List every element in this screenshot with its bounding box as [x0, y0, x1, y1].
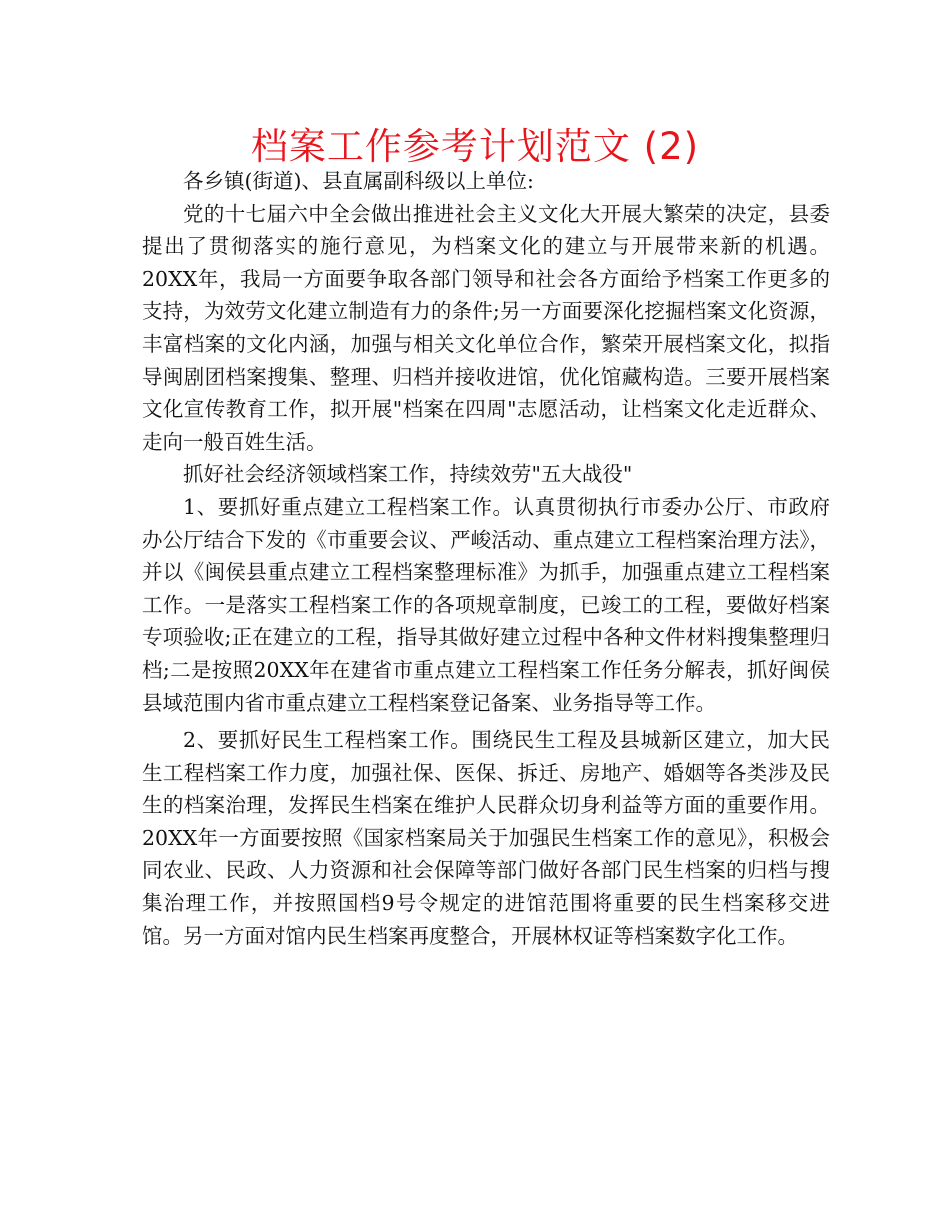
document-body	[142, 165, 830, 952]
item-1-paragraph: 1、要抓好重点建立工程档案工作。认真贯彻执行市委办公厅、市政府办公厅结合下发的《市重要会议、严峻活动、重点建立工程档案治理方法》，并以《闽侯县重点建立工程档案整理标准》为抓手，加强重点建立工程档案工作。一是落实工程档案工作的各项规章制度，已竣工的工程，要做好档案专项验收;正在建立的工程，指导其做好建立过程中各种文件材料搜集整理归档;二是按照20XX年在建省市重点建立工程档案工作任务分解表，抓好闽侯县域范围内省市重点建立工程档案登记备案、业务指导等工作。	[142, 494, 830, 715]
intro-paragraph: 党的十七届六中全会做出推进社会主义文化大开展大繁荣的决定，县委提出了贯彻落实的施行意见，为档案文化的建立与开展带来新的机遇。20XX年，我局一方面要争取各部门领导和社会各方面给予档案工作更多的支持，为效劳文化建立制造有力的条件;另一方面要深化挖掘档案文化资源，丰富档案的文化内涵，加强与相关文化单位合作，繁荣开展档案文化，拟指导闽剧团档案搜集、整理、归档并接收进馆，优化馆藏构造。三要开展档案文化宣传教育工作，拟开展"档案在四周"志愿活动，让档案文化走近群众、走向一般百姓生活。	[142, 201, 830, 454]
section-heading: 抓好社会经济领域档案工作，持续效劳"五大战役"	[183, 462, 633, 487]
item-2-paragraph: 2、要抓好民生工程档案工作。围绕民生工程及县城新区建立，加大民生工程档案工作力度，加强社保、医保、拆迁、房地产、婚姻等各类涉及民生的档案治理，发挥民生档案在维护人民群众切身利益等方面的重要作用。20XX年一方面要按照《国家档案局关于加强民生档案工作的意见》，积极会同农业、民政、人力资源和社会保障等部门做好各部门民生档案的归档与搜集治理工作，并按照国档9号令规定的进馆范围将重要的民生档案移交进馆。另一方面对馆内民生档案再度整合，开展林权证等档案数字化工作。	[142, 728, 830, 948]
salutation-paragraph: 各乡镇(街道)、县直属副科级以上单位:	[183, 169, 534, 193]
document-title: 档案工作参考计划范文 (2)	[250, 125, 700, 168]
